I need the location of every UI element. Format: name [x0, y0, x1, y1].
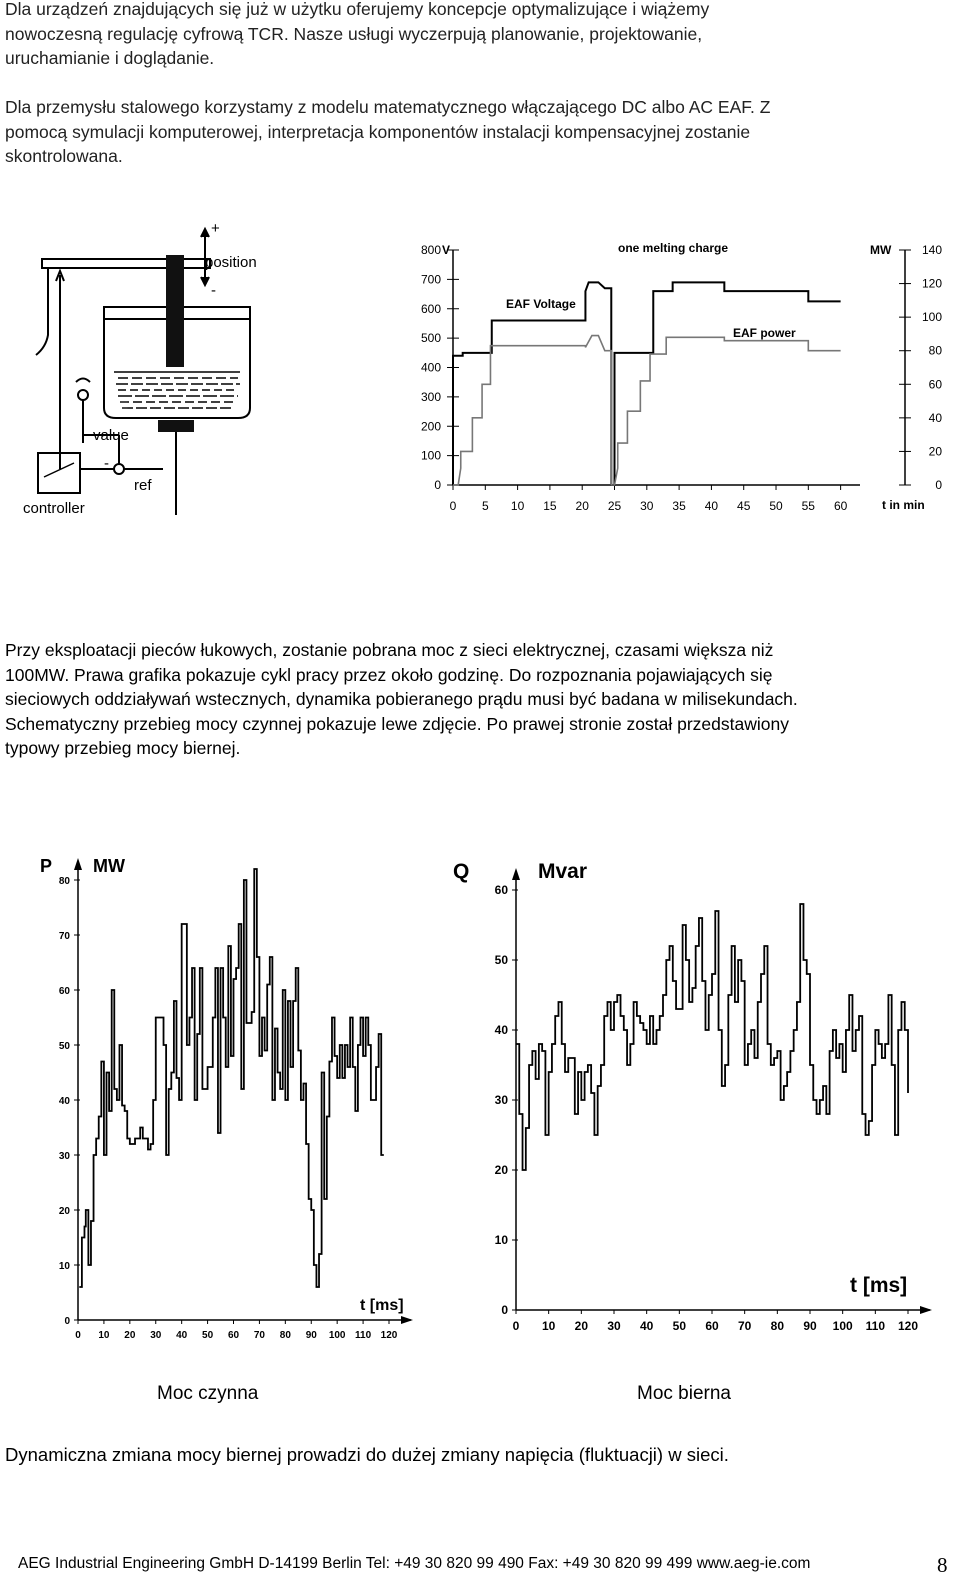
left-axis-unit: V: [442, 243, 451, 257]
text-line: uruchamianie i doglądanie.: [5, 48, 215, 68]
x-tick-label: 120: [380, 1330, 398, 1341]
y-axis-arrow: [512, 868, 520, 880]
text-line: typowy przebieg mocy biernej.: [5, 738, 241, 758]
text-line: Dla urządzeń znajdujących się już w użytku oferujemy koncepcje optymalizujące i wiążemy: [5, 0, 710, 19]
x-tick-label: 60: [705, 1319, 719, 1333]
x-tick-label: 90: [305, 1330, 317, 1341]
right-axis-unit: MW: [870, 243, 892, 257]
right-tick-label: 120: [921, 276, 942, 291]
x-tick-label: 60: [227, 1330, 240, 1341]
y-axis-unit: Mvar: [538, 860, 588, 883]
x-tick-label: 20: [574, 1319, 589, 1333]
plus-label: +: [211, 220, 220, 237]
y-tick-label: 0: [501, 1303, 508, 1317]
left-tick-label: 600: [420, 301, 441, 316]
power-trace-line: [79, 869, 384, 1287]
x-tick-label: 0: [75, 1330, 81, 1341]
x-tick-label: 50: [672, 1319, 687, 1333]
y-tick-label: 0: [64, 1316, 70, 1327]
voltage-series-label: EAF Voltage: [506, 297, 576, 311]
x-tick-label: 50: [202, 1330, 214, 1341]
right-tick-label: 40: [928, 410, 942, 425]
right-tick-label: 140: [921, 243, 942, 257]
x-tick-label: 45: [737, 499, 751, 513]
x-tick-label: 80: [770, 1319, 785, 1333]
middle-paragraph: [5, 638, 955, 761]
left-tick-label: 500: [420, 331, 441, 346]
ref-label: ref: [134, 477, 152, 494]
y-tick-label: 40: [58, 1096, 70, 1107]
x-tick-label: 50: [769, 499, 783, 513]
y-axis-unit: MW: [93, 856, 125, 876]
x-tick-label: 40: [639, 1319, 654, 1333]
y-tick-label: 10: [58, 1261, 70, 1272]
text-line: sieciowych oddziaływań wstecznych, dynamika pobieranego prądu musi być badana w milisekundach.: [5, 689, 798, 709]
x-tick-label: 55: [801, 499, 815, 513]
x-tick-label: 30: [150, 1330, 162, 1341]
y-axis-arrow: [74, 858, 82, 870]
right-tick-label: 80: [928, 343, 942, 358]
x-tick-label: 35: [672, 499, 686, 513]
right-tick-label: 20: [928, 444, 942, 459]
left-tick-label: 400: [420, 360, 441, 375]
caption-reactive-power: Moc bierna: [637, 1383, 731, 1404]
minus-label-2: -: [104, 455, 109, 472]
power-trace-line: [516, 904, 908, 1170]
y-tick-label: 60: [494, 883, 508, 897]
x-tick-label: 110: [355, 1330, 372, 1341]
text-line: nowoczesną regulację cyfrową TCR. Nasze usługi wyczerpują planowanie, projektowanie,: [5, 23, 703, 44]
text-line: Przy eksploatacji pieców łukowych, zostanie pobrana moc z sieci elektrycznej, czasami większa niż: [5, 640, 774, 660]
y-tick-label: 10: [494, 1233, 508, 1247]
furnace-schematic: [18, 215, 288, 525]
y-tick-label: 30: [58, 1151, 70, 1162]
x-tick-label: 90: [803, 1319, 817, 1333]
x-tick-label: 5: [481, 499, 489, 513]
x-tick-label: 20: [575, 499, 589, 513]
x-tick-label: 10: [510, 499, 525, 513]
conclusion-text: Dynamiczna zmiana mocy biernej prowadzi do dużej zmiany napięcia (fluktuacji) w sieci.: [5, 1444, 729, 1465]
text-line: skontrolowana.: [5, 146, 123, 166]
x-tick-label: 60: [833, 499, 848, 513]
text-line: Schematyczny przebieg mocy czynnej pokazuje lewe zdjęcie. Po prawej stronie został przedstawiony: [5, 713, 789, 734]
y-tick-label: 20: [494, 1163, 508, 1177]
x-tick-label: 25: [607, 499, 622, 513]
x-tick-label: 20: [124, 1330, 136, 1341]
x-tick-label: 10: [98, 1330, 110, 1341]
x-axis-label: t in min: [882, 498, 925, 512]
active-power-chart: [30, 850, 430, 1350]
x-tick-label: 10: [541, 1319, 556, 1333]
intro-paragraph-1: [5, 0, 955, 71]
eaf-power-line: [453, 336, 841, 485]
x-axis-label: t [ms]: [360, 1297, 404, 1314]
eaf-melting-chart: [405, 236, 955, 526]
text-line: pomocą symulacji komputerowej, interpretacja komponentów instalacji kompensacyjnej zostanie: [5, 121, 751, 142]
left-tick-label: 100: [420, 448, 441, 463]
eaf-voltage-line: [453, 282, 841, 485]
reactive-power-chart: [448, 850, 953, 1340]
x-tick-label: 100: [832, 1319, 853, 1333]
footer-contact: AEG Industrial Engineering GmbH D-14199 Berlin Tel: +49 30 820 99 490 Fax: +49 30 820 99 499 www.aeg-ie.com: [18, 1555, 811, 1572]
x-tick-label: 120: [897, 1319, 919, 1333]
y-tick-label: 70: [58, 931, 70, 942]
x-axis-arrow: [920, 1306, 932, 1314]
position-label: position: [205, 254, 257, 271]
value-label: value: [93, 427, 129, 444]
x-tick-label: 70: [253, 1330, 265, 1341]
left-tick-label: 0: [434, 478, 441, 492]
right-tick-label: 60: [928, 377, 942, 392]
y-tick-label: 50: [58, 1041, 70, 1052]
x-tick-label: 100: [328, 1330, 346, 1341]
left-tick-label: 800: [420, 243, 441, 257]
x-axis-label: t [ms]: [850, 1274, 908, 1297]
x-tick-label: 70: [737, 1319, 752, 1333]
x-tick-label: 40: [176, 1330, 188, 1341]
y-tick-label: 50: [494, 953, 508, 967]
power-series-label: EAF power: [733, 326, 796, 340]
x-tick-label: 15: [543, 499, 557, 513]
svg-text:Q: Q: [453, 860, 470, 883]
x-tick-label: 0: [449, 499, 457, 513]
controller-label: controller: [23, 500, 85, 517]
x-tick-label: 0: [512, 1319, 520, 1333]
minus-label: -: [211, 282, 216, 299]
x-tick-label: 30: [607, 1319, 621, 1333]
svg-text:P: P: [40, 856, 53, 876]
x-tick-label: 80: [279, 1330, 291, 1341]
y-tick-label: 40: [494, 1023, 508, 1037]
y-tick-label: 80: [58, 876, 70, 887]
y-tick-label: 60: [58, 986, 70, 997]
x-tick-label: 30: [640, 499, 654, 513]
text-line: 100MW. Prawa grafika pokazuje cykl pracy przez około godzinę. Do rozpoznania pojawiających się: [5, 664, 773, 685]
chart-title: one melting charge: [618, 241, 729, 255]
x-axis-arrow: [401, 1316, 413, 1324]
left-tick-label: 300: [420, 389, 441, 404]
text-line: Dla przemysłu stalowego korzystamy z modelu matematycznego włączającego DC albo AC EAF. Z: [5, 97, 771, 117]
x-tick-label: 40: [704, 499, 719, 513]
x-tick-label: 110: [865, 1319, 886, 1333]
page-number: 8: [937, 1553, 948, 1577]
caption-active-power: Moc czynna: [157, 1383, 259, 1404]
intro-paragraph-2: [5, 95, 955, 169]
y-tick-label: 30: [494, 1093, 508, 1107]
right-tick-label: 100: [921, 310, 942, 325]
left-tick-label: 700: [420, 272, 441, 287]
left-tick-label: 200: [420, 419, 441, 434]
right-tick-label: 0: [935, 478, 942, 492]
y-tick-label: 20: [58, 1206, 70, 1217]
